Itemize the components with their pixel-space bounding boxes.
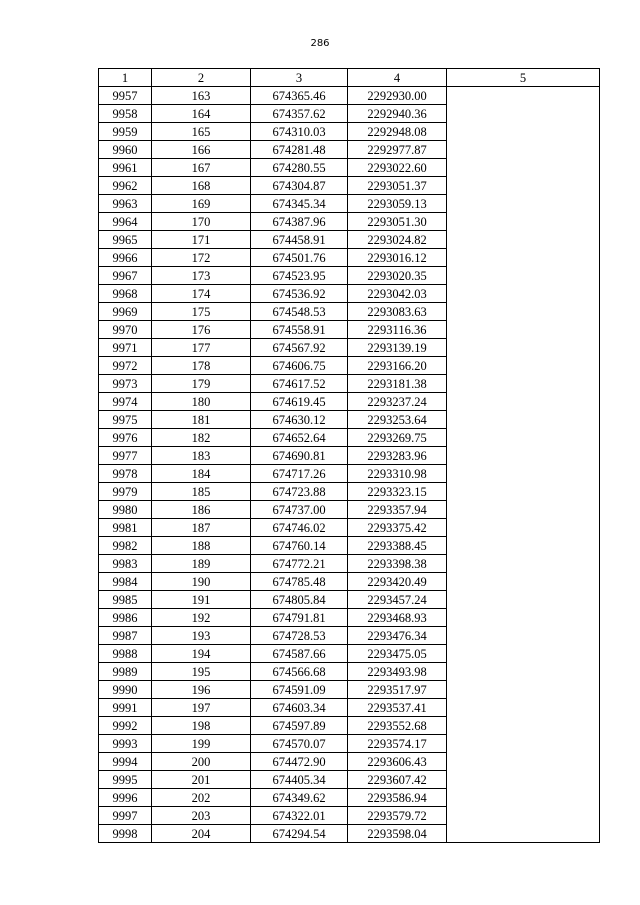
table-cell-col-3: 674570.07 (251, 735, 348, 753)
table-cell-col-3: 674619.45 (251, 393, 348, 411)
table-row (99, 213, 600, 231)
table-row (99, 609, 600, 627)
table-cell-col-1: 9972 (99, 357, 152, 375)
table-cell-col-5 (447, 375, 600, 393)
table-cell-col-4: 2293398.38 (348, 555, 447, 573)
table-cell-col-4: 2293476.34 (348, 627, 447, 645)
table-cell-col-5 (447, 771, 600, 789)
table-cell-col-5 (447, 141, 600, 159)
table-cell-col-2: 203 (152, 807, 251, 825)
table-cell-col-2: 181 (152, 411, 251, 429)
table-cell-col-5 (447, 177, 600, 195)
table-cell-col-5 (447, 303, 600, 321)
table-cell-col-2: 170 (152, 213, 251, 231)
table-row (99, 249, 600, 267)
table-row (99, 357, 600, 375)
table-row (99, 555, 600, 573)
table-row (99, 105, 600, 123)
table-cell-col-2: 184 (152, 465, 251, 483)
table-cell-col-4: 2293475.05 (348, 645, 447, 663)
table-cell-col-2: 182 (152, 429, 251, 447)
coordinates-table (98, 68, 600, 843)
table-cell-col-1: 9977 (99, 447, 152, 465)
table-cell-col-5 (447, 465, 600, 483)
table-row (99, 393, 600, 411)
table-row (99, 429, 600, 447)
table-cell-col-5 (447, 789, 600, 807)
table-cell-col-4: 2293420.49 (348, 573, 447, 591)
table-cell-col-5 (447, 285, 600, 303)
table-cell-col-5 (447, 87, 600, 105)
table-cell-col-5 (447, 411, 600, 429)
table-cell-col-4: 2293606.43 (348, 753, 447, 771)
table-cell-col-1: 9965 (99, 231, 152, 249)
table-cell-col-2: 189 (152, 555, 251, 573)
table-cell-col-2: 172 (152, 249, 251, 267)
table-cell-col-3: 674690.81 (251, 447, 348, 465)
table-cell-col-4: 2293059.13 (348, 195, 447, 213)
table-cell-col-2: 171 (152, 231, 251, 249)
table-row (99, 123, 600, 141)
table-cell-col-2: 187 (152, 519, 251, 537)
table-cell-col-4: 2293323.15 (348, 483, 447, 501)
table-cell-col-3: 674294.54 (251, 825, 348, 843)
table-cell-col-3: 674472.90 (251, 753, 348, 771)
table-cell-col-1: 9992 (99, 717, 152, 735)
table-cell-col-3: 674523.95 (251, 267, 348, 285)
table-cell-col-5 (447, 483, 600, 501)
table-cell-col-2: 191 (152, 591, 251, 609)
table-row (99, 303, 600, 321)
table-cell-col-3: 674322.01 (251, 807, 348, 825)
table-cell-col-2: 176 (152, 321, 251, 339)
table-cell-col-1: 9973 (99, 375, 152, 393)
table-cell-col-1: 9981 (99, 519, 152, 537)
table-cell-col-4: 2293517.97 (348, 681, 447, 699)
table-cell-col-2: 179 (152, 375, 251, 393)
table-cell-col-3: 674587.66 (251, 645, 348, 663)
column-header-5: 5 (447, 69, 600, 87)
table-cell-col-4: 2293139.19 (348, 339, 447, 357)
table-cell-col-1: 9967 (99, 267, 152, 285)
table-cell-col-2: 197 (152, 699, 251, 717)
table-cell-col-1: 9984 (99, 573, 152, 591)
table-cell-col-4: 2293024.82 (348, 231, 447, 249)
table-row (99, 141, 600, 159)
table-cell-col-3: 674357.62 (251, 105, 348, 123)
table-cell-col-2: 196 (152, 681, 251, 699)
table-cell-col-3: 674567.92 (251, 339, 348, 357)
table-cell-col-4: 2292977.87 (348, 141, 447, 159)
table-cell-col-2: 183 (152, 447, 251, 465)
table-cell-col-3: 674349.62 (251, 789, 348, 807)
table-cell-col-2: 180 (152, 393, 251, 411)
table-row (99, 447, 600, 465)
table-row (99, 267, 600, 285)
table-cell-col-2: 163 (152, 87, 251, 105)
table-cell-col-3: 674345.34 (251, 195, 348, 213)
table-cell-col-3: 674746.02 (251, 519, 348, 537)
table-cell-col-5 (447, 123, 600, 141)
table-cell-col-2: 175 (152, 303, 251, 321)
table-cell-col-3: 674603.34 (251, 699, 348, 717)
table-cell-col-5 (447, 339, 600, 357)
table-cell-col-2: 173 (152, 267, 251, 285)
table-cell-col-2: 193 (152, 627, 251, 645)
table-cell-col-3: 674617.52 (251, 375, 348, 393)
table-cell-col-3: 674630.12 (251, 411, 348, 429)
table-row (99, 159, 600, 177)
table-cell-col-5 (447, 249, 600, 267)
table-cell-col-5 (447, 159, 600, 177)
table-cell-col-4: 2293574.17 (348, 735, 447, 753)
table-cell-col-1: 9957 (99, 87, 152, 105)
table-row (99, 771, 600, 789)
table-cell-col-1: 9987 (99, 627, 152, 645)
table-row (99, 519, 600, 537)
table-cell-col-2: 167 (152, 159, 251, 177)
table-cell-col-4: 2293598.04 (348, 825, 447, 843)
table-cell-col-5 (447, 429, 600, 447)
table-cell-col-4: 2293388.45 (348, 537, 447, 555)
table-cell-col-2: 169 (152, 195, 251, 213)
column-header-1: 1 (99, 69, 152, 87)
table-row (99, 573, 600, 591)
table-cell-col-4: 2293537.41 (348, 699, 447, 717)
table-cell-col-4: 2293181.38 (348, 375, 447, 393)
table-cell-col-2: 204 (152, 825, 251, 843)
table-cell-col-3: 674280.55 (251, 159, 348, 177)
table-cell-col-2: 198 (152, 717, 251, 735)
table-cell-col-2: 190 (152, 573, 251, 591)
table-cell-col-1: 9964 (99, 213, 152, 231)
table-cell-col-3: 674458.91 (251, 231, 348, 249)
table-cell-col-4: 2293166.20 (348, 357, 447, 375)
table-cell-col-3: 674310.03 (251, 123, 348, 141)
table-cell-col-4: 2293051.30 (348, 213, 447, 231)
table-cell-col-3: 674652.64 (251, 429, 348, 447)
table-cell-col-2: 194 (152, 645, 251, 663)
table-cell-col-2: 178 (152, 357, 251, 375)
table-cell-col-4: 2293579.72 (348, 807, 447, 825)
table-cell-col-4: 2293253.64 (348, 411, 447, 429)
table-row (99, 627, 600, 645)
table-cell-col-3: 674785.48 (251, 573, 348, 591)
table-cell-col-3: 674548.53 (251, 303, 348, 321)
table-cell-col-3: 674717.26 (251, 465, 348, 483)
table-cell-col-3: 674606.75 (251, 357, 348, 375)
table-row (99, 285, 600, 303)
column-header-2: 2 (152, 69, 251, 87)
table-cell-col-4: 2293269.75 (348, 429, 447, 447)
table-row (99, 231, 600, 249)
table-cell-col-1: 9976 (99, 429, 152, 447)
table-cell-col-3: 674737.00 (251, 501, 348, 519)
table-cell-col-1: 9959 (99, 123, 152, 141)
table-cell-col-1: 9980 (99, 501, 152, 519)
table-cell-col-4: 2293468.93 (348, 609, 447, 627)
table-cell-col-1: 9995 (99, 771, 152, 789)
table-row (99, 321, 600, 339)
table-cell-col-5 (447, 555, 600, 573)
table-row (99, 375, 600, 393)
table-cell-col-1: 9960 (99, 141, 152, 159)
table-cell-col-4: 2292930.00 (348, 87, 447, 105)
table-row (99, 699, 600, 717)
table-cell-col-4: 2293016.12 (348, 249, 447, 267)
table-cell-col-2: 164 (152, 105, 251, 123)
table-cell-col-5 (447, 681, 600, 699)
table-cell-col-2: 177 (152, 339, 251, 357)
table-cell-col-5 (447, 231, 600, 249)
table-cell-col-5 (447, 447, 600, 465)
table-cell-col-4: 2293493.98 (348, 663, 447, 681)
table-row (99, 807, 600, 825)
table-cell-col-2: 186 (152, 501, 251, 519)
table-cell-col-1: 9993 (99, 735, 152, 753)
table-cell-col-4: 2293116.36 (348, 321, 447, 339)
table-cell-col-3: 674405.34 (251, 771, 348, 789)
table-cell-col-5 (447, 645, 600, 663)
table-row (99, 339, 600, 357)
table-cell-col-4: 2293607.42 (348, 771, 447, 789)
table-cell-col-4: 2293586.94 (348, 789, 447, 807)
table-cell-col-2: 201 (152, 771, 251, 789)
table-cell-col-5 (447, 501, 600, 519)
table-cell-col-3: 674501.76 (251, 249, 348, 267)
table-row (99, 195, 600, 213)
table-row (99, 87, 600, 105)
table-cell-col-5 (447, 267, 600, 285)
table-cell-col-3: 674365.46 (251, 87, 348, 105)
table-cell-col-3: 674536.92 (251, 285, 348, 303)
table-cell-col-5 (447, 663, 600, 681)
table-cell-col-2: 199 (152, 735, 251, 753)
table-row (99, 753, 600, 771)
table-cell-col-3: 674591.09 (251, 681, 348, 699)
table-cell-col-2: 168 (152, 177, 251, 195)
table-cell-col-3: 674728.53 (251, 627, 348, 645)
table-cell-col-1: 9971 (99, 339, 152, 357)
table-cell-col-1: 9970 (99, 321, 152, 339)
table-cell-col-5 (447, 393, 600, 411)
table-cell-col-5 (447, 807, 600, 825)
table-cell-col-4: 2293042.03 (348, 285, 447, 303)
table-cell-col-3: 674304.87 (251, 177, 348, 195)
table-cell-col-4: 2293357.94 (348, 501, 447, 519)
table-cell-col-5 (447, 825, 600, 843)
table-cell-col-1: 9962 (99, 177, 152, 195)
table-cell-col-5 (447, 609, 600, 627)
table-cell-col-3: 674558.91 (251, 321, 348, 339)
table-cell-col-5 (447, 591, 600, 609)
table-row (99, 681, 600, 699)
table-cell-col-5 (447, 735, 600, 753)
table-row (99, 465, 600, 483)
table-cell-col-4: 2292948.08 (348, 123, 447, 141)
table-cell-col-5 (447, 213, 600, 231)
page-number: 286 (310, 38, 330, 49)
table-cell-col-3: 674791.81 (251, 609, 348, 627)
table-cell-col-1: 9975 (99, 411, 152, 429)
table-cell-col-1: 9998 (99, 825, 152, 843)
table-cell-col-4: 2293283.96 (348, 447, 447, 465)
table-cell-col-3: 674772.21 (251, 555, 348, 573)
table-cell-col-1: 9958 (99, 105, 152, 123)
table-cell-col-3: 674805.84 (251, 591, 348, 609)
table-cell-col-3: 674566.68 (251, 663, 348, 681)
table-row (99, 825, 600, 843)
table-cell-col-2: 195 (152, 663, 251, 681)
table-cell-col-4: 2292940.36 (348, 105, 447, 123)
table-row (99, 537, 600, 555)
table-cell-col-4: 2293310.98 (348, 465, 447, 483)
table-cell-col-3: 674281.48 (251, 141, 348, 159)
table-cell-col-1: 9996 (99, 789, 152, 807)
table-cell-col-4: 2293237.24 (348, 393, 447, 411)
table-header-row (99, 69, 600, 87)
table-cell-col-4: 2293457.24 (348, 591, 447, 609)
table-row (99, 177, 600, 195)
table-cell-col-5 (447, 627, 600, 645)
table-cell-col-1: 9986 (99, 609, 152, 627)
table-cell-col-1: 9963 (99, 195, 152, 213)
table-cell-col-5 (447, 105, 600, 123)
table-cell-col-1: 9985 (99, 591, 152, 609)
table-row (99, 789, 600, 807)
table-row (99, 735, 600, 753)
table-cell-col-3: 674723.88 (251, 483, 348, 501)
table-cell-col-5 (447, 573, 600, 591)
table-cell-col-5 (447, 537, 600, 555)
table-cell-col-2: 166 (152, 141, 251, 159)
table-cell-col-1: 9988 (99, 645, 152, 663)
table-cell-col-1: 9968 (99, 285, 152, 303)
table-cell-col-5 (447, 357, 600, 375)
table-cell-col-1: 9979 (99, 483, 152, 501)
table-row (99, 591, 600, 609)
table-cell-col-1: 9991 (99, 699, 152, 717)
table-cell-col-4: 2293051.37 (348, 177, 447, 195)
table-cell-col-1: 9969 (99, 303, 152, 321)
table-cell-col-1: 9978 (99, 465, 152, 483)
column-header-4: 4 (348, 69, 447, 87)
table-cell-col-1: 9989 (99, 663, 152, 681)
table-cell-col-2: 200 (152, 753, 251, 771)
table-cell-col-5 (447, 699, 600, 717)
table-cell-col-2: 192 (152, 609, 251, 627)
table-cell-col-5 (447, 717, 600, 735)
table-cell-col-5 (447, 753, 600, 771)
table-cell-col-5 (447, 519, 600, 537)
table-cell-col-5 (447, 321, 600, 339)
table-cell-col-4: 2293022.60 (348, 159, 447, 177)
table-cell-col-2: 188 (152, 537, 251, 555)
table-cell-col-3: 674387.96 (251, 213, 348, 231)
table-cell-col-4: 2293083.63 (348, 303, 447, 321)
table-cell-col-1: 9961 (99, 159, 152, 177)
table-cell-col-3: 674760.14 (251, 537, 348, 555)
table-cell-col-2: 185 (152, 483, 251, 501)
table-row (99, 663, 600, 681)
table-cell-col-1: 9983 (99, 555, 152, 573)
table-row (99, 501, 600, 519)
table-cell-col-5 (447, 195, 600, 213)
table-cell-col-1: 9974 (99, 393, 152, 411)
table-cell-col-4: 2293552.68 (348, 717, 447, 735)
table-cell-col-1: 9966 (99, 249, 152, 267)
table-body (99, 87, 600, 843)
table-cell-col-4: 2293375.42 (348, 519, 447, 537)
table-row (99, 483, 600, 501)
table-cell-col-3: 674597.89 (251, 717, 348, 735)
table-cell-col-1: 9994 (99, 753, 152, 771)
table-cell-col-2: 202 (152, 789, 251, 807)
table-cell-col-2: 174 (152, 285, 251, 303)
table-row (99, 411, 600, 429)
table-row (99, 645, 600, 663)
table-cell-col-1: 9990 (99, 681, 152, 699)
column-header-3: 3 (251, 69, 348, 87)
table-row (99, 717, 600, 735)
table-cell-col-1: 9982 (99, 537, 152, 555)
table-cell-col-4: 2293020.35 (348, 267, 447, 285)
table-cell-col-1: 9997 (99, 807, 152, 825)
table-cell-col-2: 165 (152, 123, 251, 141)
